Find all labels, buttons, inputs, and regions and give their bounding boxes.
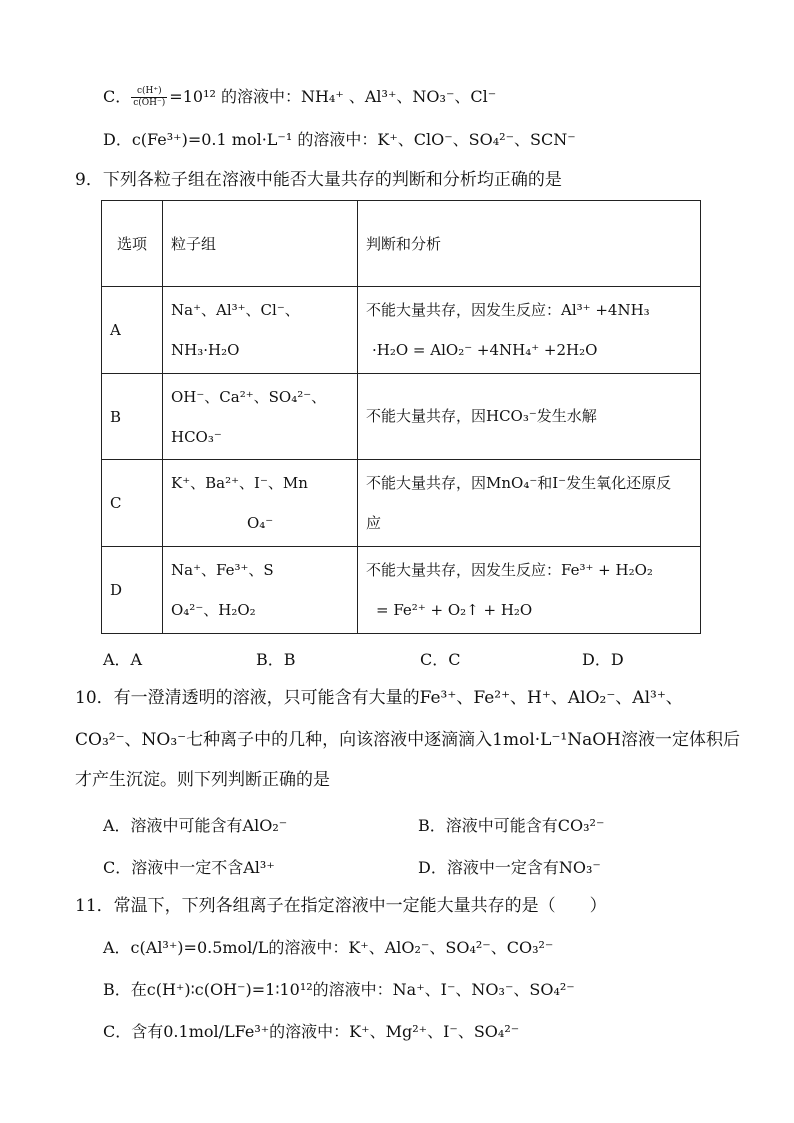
row-analysis: 不能大量共存，因发生反应：Al³⁺ +4NH₃ ·H₂O = AlO₂⁻ +4NH₄⁺ +2H₂O (358, 287, 701, 374)
q10-stem-line1: 10．有一澄清透明的溶液，只可能含有大量的Fe³⁺、Fe²⁺、H⁺、AlO₂⁻、Al³⁺、 (75, 688, 683, 708)
q9-table (101, 200, 701, 634)
q8-option-d-text: c(Fe³⁺)=0.1 mol·L⁻¹ 的溶液中：K⁺、ClO⁻、SO₄²⁻、SCN⁻ (131, 130, 576, 149)
table-header-row (102, 201, 701, 287)
q10-option-a: A．溶液中可能含有AlO₂⁻ (103, 816, 288, 835)
fraction-denominator: c(OH⁻) (133, 98, 166, 108)
q11-option-b: B．在c(H⁺)∶c(OH⁻)=1∶10¹²的溶液中：Na⁺、I⁻、NO₃⁻、SO₄²⁻ (103, 980, 575, 999)
ion-ratio-fraction (131, 86, 167, 109)
header-particle-group: 粒子组 (163, 201, 358, 287)
q10-option-c: C．溶液中一定不含Al³⁺ (103, 858, 275, 877)
row-particle-group: K⁺、Ba²⁺、I⁻、Mn O₄⁻ (163, 460, 358, 547)
q10-option-d: D．溶液中一定含有NO₃⁻ (418, 858, 601, 877)
q10-stem-line2: CO₃²⁻、NO₃⁻七种离子中的几种，向该溶液中逐滴滴入1mol·L⁻¹NaOH溶液一定体积后 (75, 730, 741, 750)
table-row (102, 460, 701, 547)
q9-answer-b: B．B (256, 650, 296, 669)
row-particle-group: Na⁺、Al³⁺、Cl⁻、 NH₃·H₂O (163, 287, 358, 374)
fraction-numerator: c(H⁺) (131, 86, 167, 98)
row-option: C (102, 460, 163, 547)
q9-answer-c: C．C (420, 650, 461, 669)
table-row (102, 374, 701, 460)
row-analysis: 不能大量共存，因发生反应：Fe³⁺ + H₂O₂ = Fe²⁺ + O₂↑ + H₂O (358, 547, 701, 634)
q11-option-a: A．c(Al³⁺)=0.5mol/L的溶液中：K⁺、AlO₂⁻、SO₄²⁻、CO₃²⁻ (103, 938, 554, 957)
header-option: 选项 (102, 201, 163, 287)
header-analysis: 判断和分析 (358, 201, 701, 287)
q8-option-c (103, 86, 496, 109)
row-option: A (102, 287, 163, 374)
row-particle-group: OH⁻、Ca²⁺、SO₄²⁻、 HCO₃⁻ (163, 374, 358, 460)
table-row (102, 547, 701, 634)
row-option: B (102, 374, 163, 460)
q9-answer-a: A．A (103, 650, 143, 669)
row-option: D (102, 547, 163, 634)
q8-option-c-text: =10¹² 的溶液中：NH₄⁺ 、Al³⁺、NO₃⁻、Cl⁻ (169, 87, 497, 106)
q8-option-c-label: C． (103, 87, 132, 106)
table-row (102, 287, 701, 374)
q11-option-c: C．含有0.1mol/LFe³⁺的溶液中：K⁺、Mg²⁺、I⁻、SO₄²⁻ (103, 1022, 520, 1041)
row-analysis: 不能大量共存，因HCO₃⁻发生水解 (358, 374, 701, 460)
q8-option-d-label: D． (103, 130, 132, 149)
q10-stem-line3: 才产生沉淀。则下列判断正确的是 (75, 770, 330, 790)
q10-option-b: B．溶液中可能含有CO₃²⁻ (418, 816, 605, 835)
q8-option-d (103, 130, 576, 150)
q9-answer-d: D．D (582, 650, 624, 669)
row-particle-group: Na⁺、Fe³⁺、S O₄²⁻、H₂O₂ (163, 547, 358, 634)
q11-stem: 11．常温下，下列各组离子在指定溶液中一定能大量共存的是（ ） (75, 896, 607, 916)
row-analysis: 不能大量共存，因MnO₄⁻和I⁻发生氧化还原反 应 (358, 460, 701, 547)
q9-stem: 9．下列各粒子组在溶液中能否大量共存的判断和分析均正确的是 (75, 170, 562, 190)
